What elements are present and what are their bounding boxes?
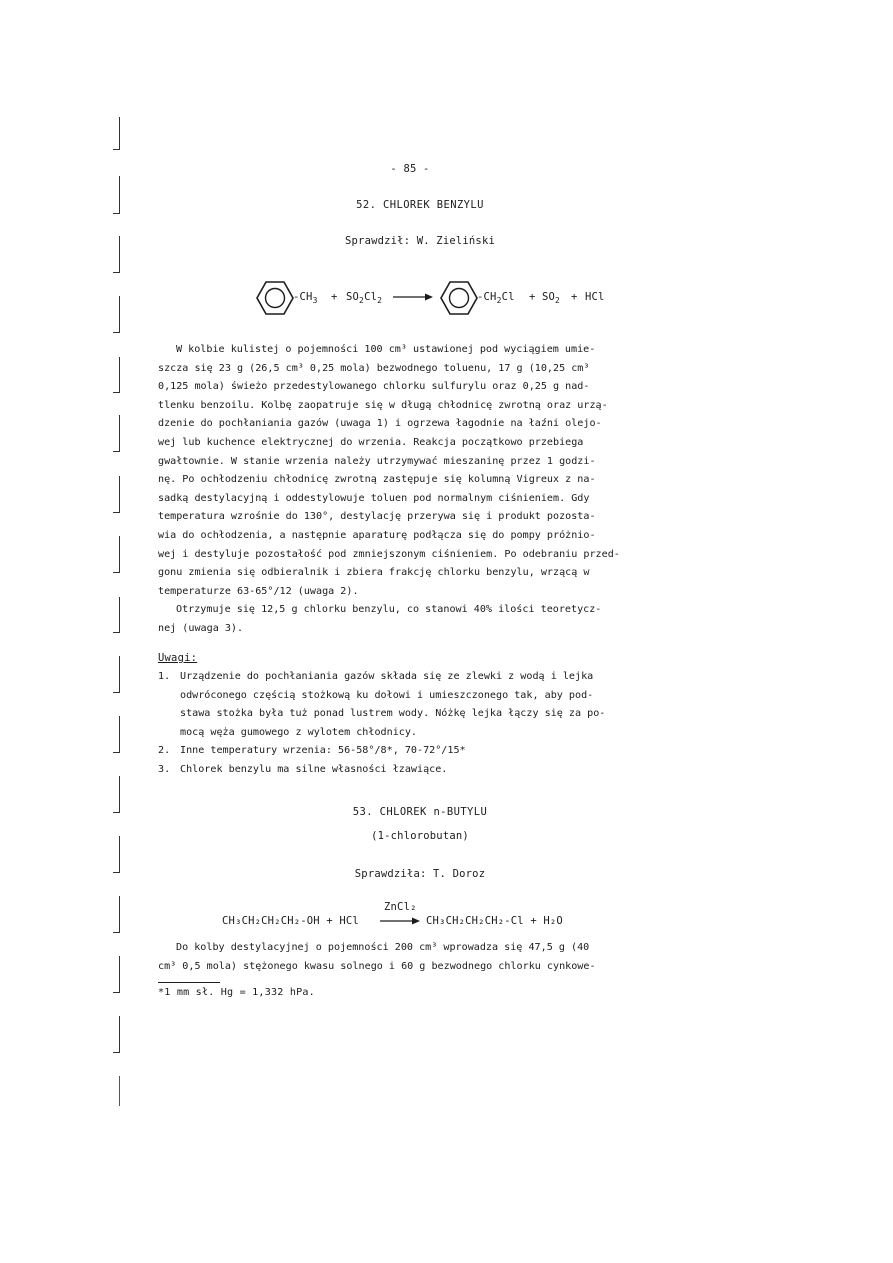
text-line: Otrzymuje się 12,5 g chlorku benzylu, co stanowi 40% ilości teoretycz-	[176, 604, 602, 616]
binding-mark	[113, 956, 120, 993]
text-line: temperatura wzrośnie do 130°, destylację przerywa się i produkt pozosta-	[158, 511, 596, 523]
footnote: *1 mm sł. Hg = 1,332 hPa.	[158, 987, 315, 998]
note-number: 3.	[158, 763, 171, 775]
text-line: cm³ 0,5 mola) stężonego kwasu solnego i 60 g bezwodnego chlorku cynkowe-	[158, 960, 596, 972]
plus-sign: +	[571, 291, 578, 303]
text-line: sadką destylacyjną i oddestylowuje toluen pod normalnym ciśnieniem. Gdy	[158, 492, 590, 504]
reaction-scheme	[222, 898, 642, 932]
footnote-rule	[158, 982, 220, 983]
text-line: wej lub kuchence elektrycznej do wrzenia. Reakcja początkowo przebiega	[158, 436, 584, 448]
text-line: Do kolby destylacyjnej o pojemności 200 cm³ wprowadza się 47,5 g (40	[176, 942, 590, 953]
binding-mark	[113, 1016, 120, 1053]
procedure-paragraph	[158, 341, 653, 639]
binding-mark	[113, 836, 120, 873]
binding-mark	[119, 1076, 120, 1106]
binding-mark	[113, 176, 120, 214]
note-item	[158, 742, 658, 761]
binding-mark	[113, 236, 120, 273]
note-number: 1.	[158, 671, 171, 682]
plus-sign: +	[331, 291, 338, 303]
notes-heading: Uwagi:	[158, 652, 198, 664]
checked-by: Sprawdził: W. Zieliński	[345, 235, 495, 247]
binding-mark	[113, 716, 120, 753]
checked-by: Sprawdziła: T. Doroz	[354, 868, 486, 880]
text-line: temperaturze 63-65°/12 (uwaga 2).	[158, 585, 359, 597]
binding-mark	[113, 357, 120, 393]
page-number: - 85 -	[390, 163, 430, 175]
benzene-ring-icon	[255, 280, 295, 316]
section-subtitle: (1-chlorobutan)	[371, 830, 469, 842]
text-line: Urządzenie do pochłaniania gazów składa się ze zlewki z wodą i lejka	[180, 671, 594, 682]
note-number: 2.	[158, 745, 171, 757]
plus-sign: +	[529, 291, 536, 303]
notes-list	[158, 668, 658, 780]
byproduct-label: $SO_2$	[542, 291, 561, 306]
binding-mark	[113, 476, 120, 513]
byproduct-label: HCl	[585, 291, 605, 303]
text-line: stawa stożka była tuż ponad lustrem wody. Nóżkę lejka łączy się za po-	[180, 708, 606, 720]
text-line: dzenie do pochłaniania gazów (uwaga 1) i ogrzewa łagodnie na łaźni olejo-	[158, 418, 602, 430]
product-label: $-CH_2Cl$	[477, 291, 515, 306]
reagent-label: $SO_2Cl_2$	[346, 291, 383, 306]
reaction-arrow-icon	[393, 292, 433, 302]
section-title: 53. CHLOREK n-BUTYLU	[352, 806, 488, 818]
binding-mark	[113, 536, 120, 573]
benzene-ring-icon	[439, 280, 479, 316]
section-title: 52. CHLOREK BENZYLU	[356, 199, 484, 211]
product-label: CH₃CH₂CH₂CH₂-Cl + H₂O	[426, 915, 563, 927]
text-line: nej (uwaga 3).	[158, 622, 244, 634]
note-item	[158, 668, 658, 742]
text-line: 0,125 mola) świeżo przedestylowanego chlorku sulfurylu oraz 0,25 g nad-	[158, 381, 590, 393]
catalyst-label: ZnCl₂	[384, 901, 417, 913]
text-line: Inne temperatury wrzenia: 56-58°/8*, 70-72°/15*	[180, 745, 466, 757]
binding-mark	[113, 656, 120, 693]
text-line: szcza się 23 g (26,5 cm³ 0,25 mola) bezwodnego toluenu, 17 g (10,25 cm³	[158, 362, 590, 374]
text-line: nę. Po ochłodzeniu chłodnicę zwrotną zastępuje się kolumną Vigreux z na-	[158, 474, 596, 486]
binding-mark	[113, 597, 120, 633]
text-line: gonu zmienia się odbieralnik i zbiera frakcję chlorku benzylu, wrzącą w	[158, 567, 590, 579]
text-line: wej i destyluje pozostałość pod zmniejszonym ciśnieniem. Po odebraniu przed-	[158, 548, 620, 560]
text-line: mocą węża gumowego z wylotem chłodnicy.	[180, 726, 418, 738]
text-line: gwałtownie. W stanie wrzenia należy utrzymywać mieszaninę przez 1 godzi-	[158, 455, 596, 467]
text-line: W kolbie kulistej o pojemności 100 cm³ ustawionej pod wyciągiem umie-	[176, 344, 596, 355]
reactant-label: CH₃CH₂CH₂CH₂-OH + HCl	[222, 915, 359, 927]
reactant-label: $-CH_3$	[293, 291, 318, 306]
procedure-paragraph	[158, 939, 653, 976]
binding-mark	[113, 776, 120, 813]
text-line: tlenku benzoilu. Kolbę zaopatruje się w długą chłodnicę zwrotną oraz urzą-	[158, 399, 608, 411]
reaction-arrow-icon	[380, 916, 420, 926]
text-line: Chlorek benzylu ma silne własności łzawiące.	[180, 763, 448, 775]
binding-mark	[113, 415, 120, 452]
binding-mark	[113, 117, 120, 150]
text-line: wia do ochłodzenia, a następnie aparaturę podłącza się do pompy próżnio-	[158, 529, 596, 541]
note-item	[158, 761, 658, 780]
binding-mark	[113, 896, 120, 933]
binding-mark	[113, 296, 120, 333]
reaction-scheme	[255, 280, 615, 316]
text-line: odwróconego częścią stożkową ku dołowi i umieszczonego tak, aby pod-	[180, 689, 594, 701]
